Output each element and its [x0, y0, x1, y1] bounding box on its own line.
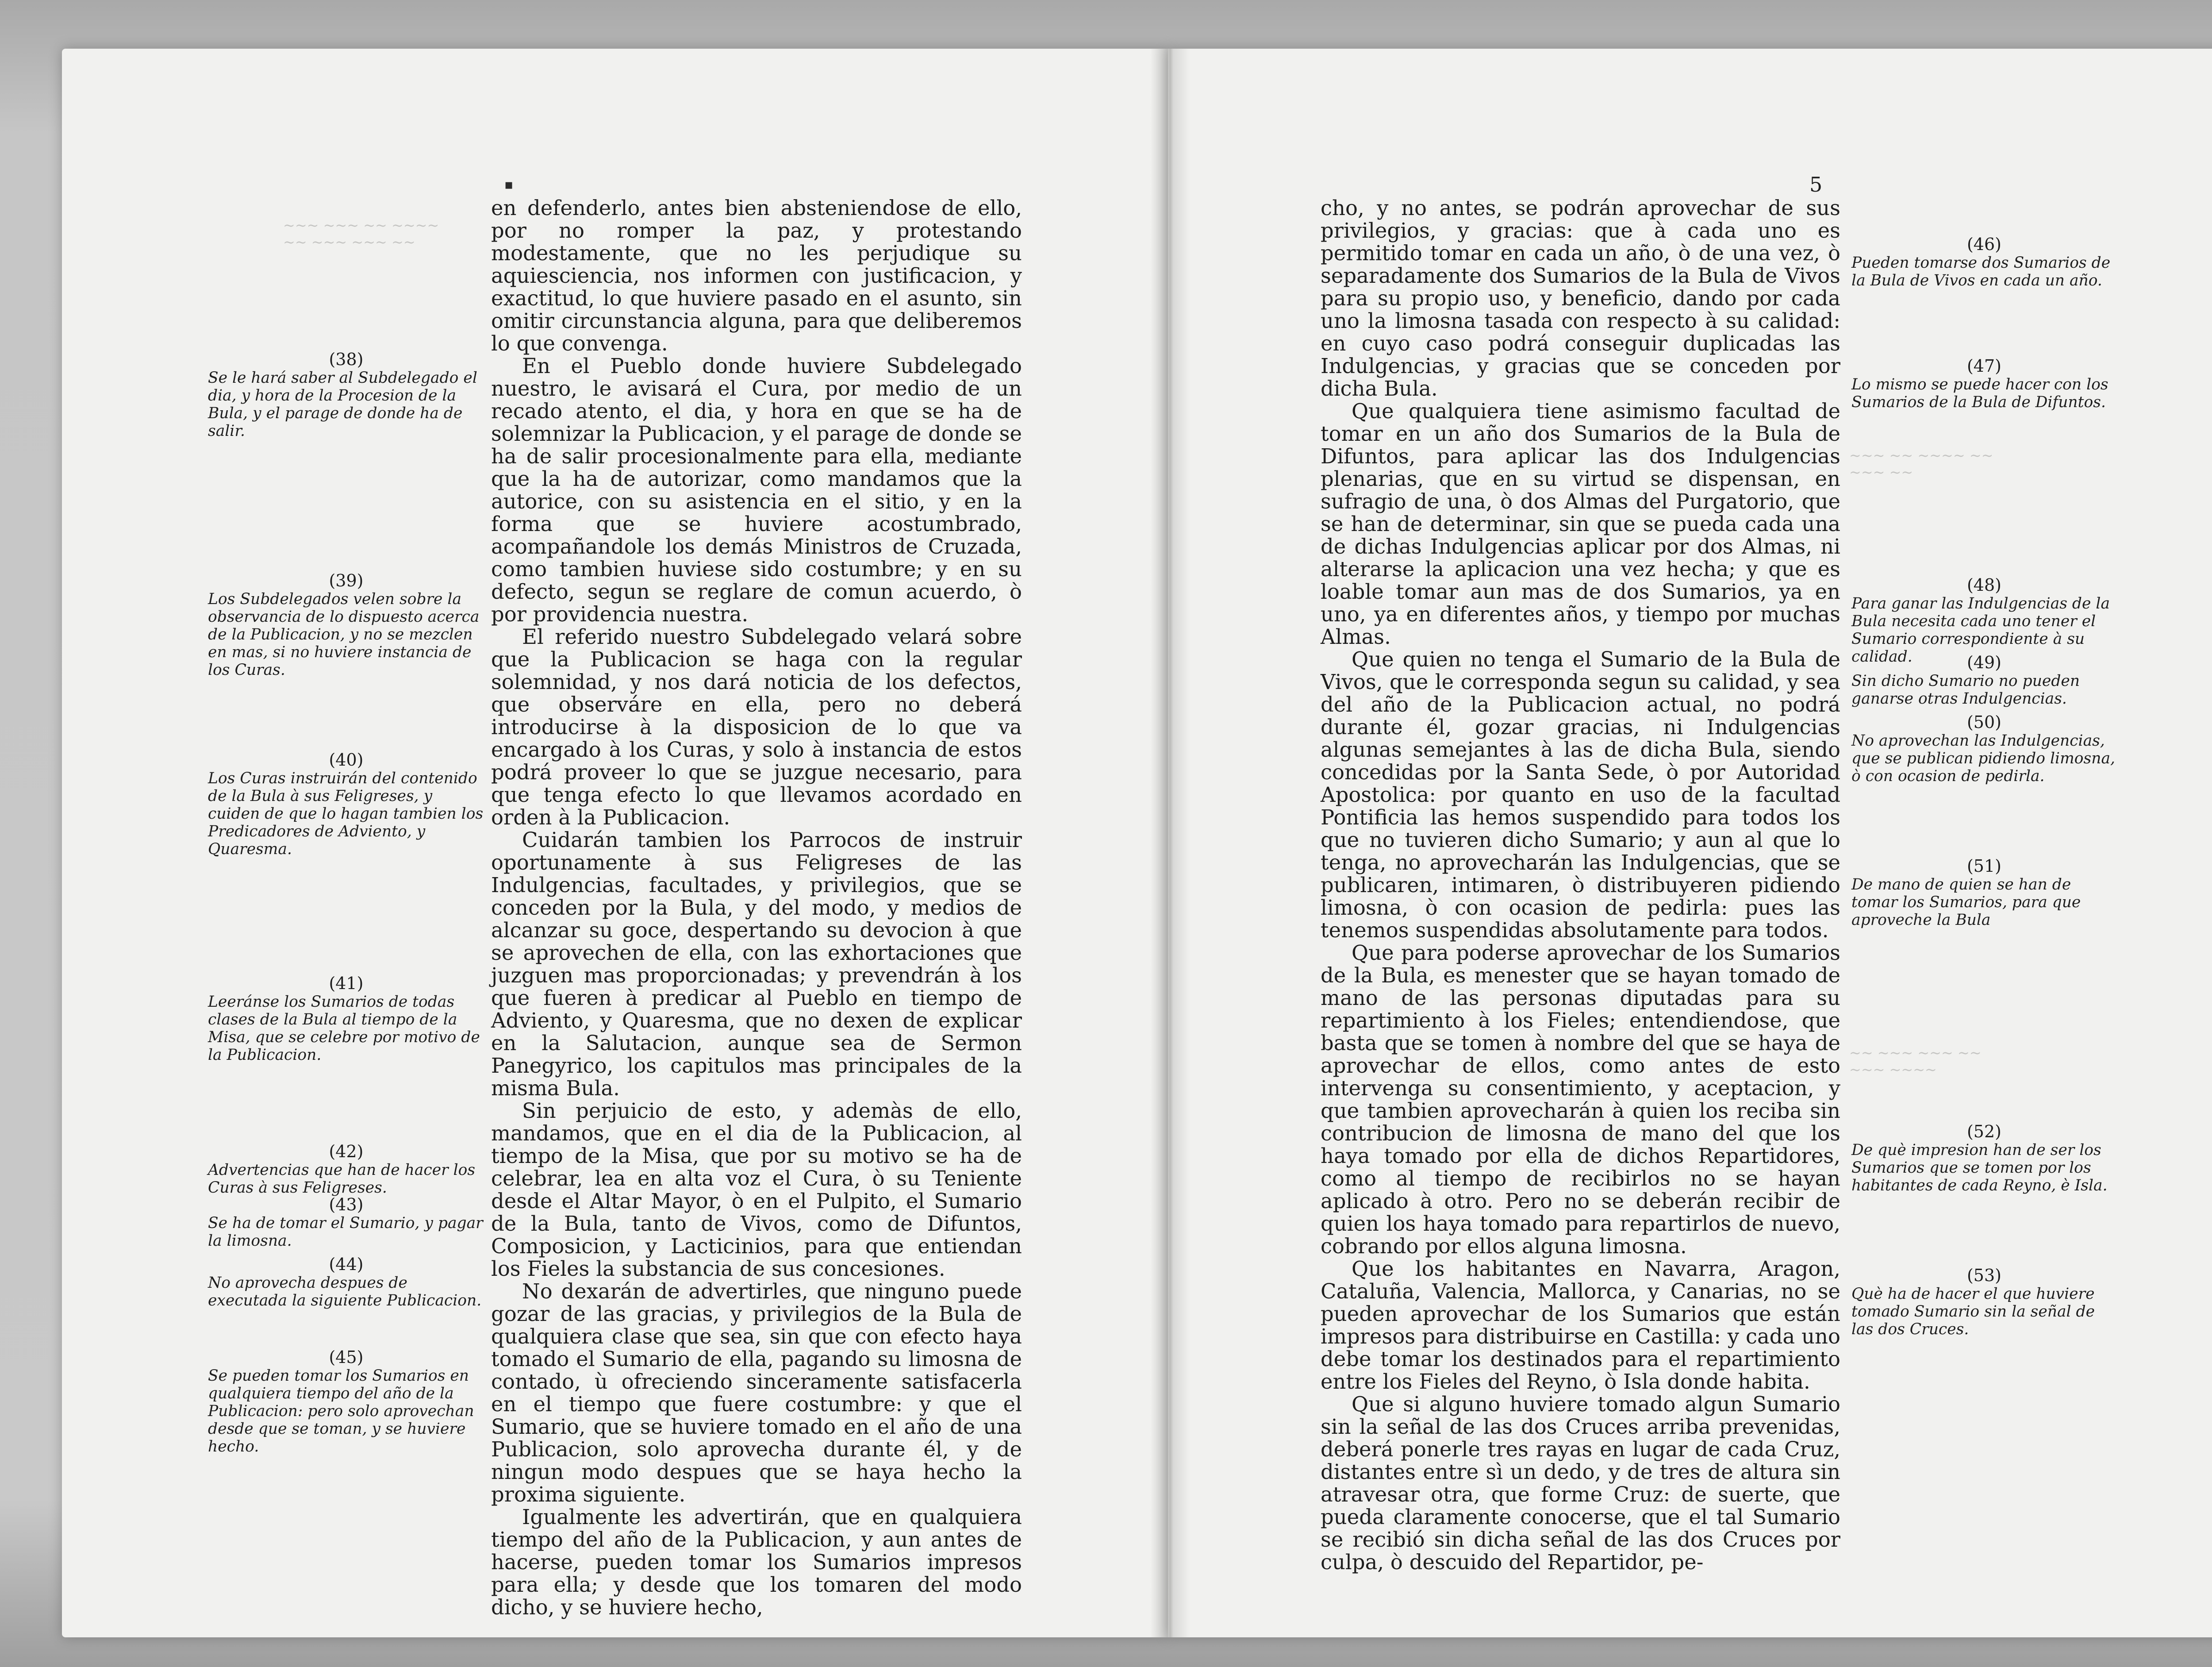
note-number: (52): [1966, 1122, 2001, 1141]
paragraph: Igualmente les advertirán, que en qualquiera tiempo del año de la Publicacion, y aun antes de hacerse, pueden tomar los Sumarios impresos para ella; y desde que los tomaren del modo dicho, y se huviere hecho,: [491, 1505, 1022, 1619]
note-number: (39): [329, 571, 364, 590]
note-text: Sin dicho Sumario no pueden ganarse otras Indulgencias.: [1851, 672, 2080, 708]
note-text: Los Subdelegados velen sobre la observancia de lo dispuesto acerca de la Publicacion, y no se mezclen en mas, si no huviere instancia de los Curas.: [208, 590, 480, 679]
note-text: Què ha de hacer el que huviere tomado Sumario sin la señal de las dos Cruces.: [1851, 1285, 2095, 1338]
paragraph: Cuidarán tambien los Parrocos de instruir oportunamente à sus Feligreses de las Indulgencias, facultades, y privilegios, que se conceden por la Bula, y del modo, y medios de alcanzar su goce, despertando su devocion à que se aprovechen de ella, con las exhortaciones que juzguen mas proporcionadas; y prevendrán à los que fueren à predicar al Pueblo en tiempo de Adviento, y Quaresma, que no dexen de explicar en la Salutacion, aunque sea de Sermon Panegyrico, los capitulos mas principales de la misma Bula.: [491, 828, 1022, 1100]
note-text: Los Curas instruirán del contenido de la Bula à sus Feligreses, y cuiden de que lo hagan tambien los Predicadores de Adviento, y Quaresma.: [208, 770, 484, 858]
bleed-through-text: ~~~ ~~ ~~~~ ~~ ~~~ ~~: [1849, 447, 1993, 481]
side-note: [208, 1347, 484, 1455]
printer-mark: ▪: [504, 177, 514, 192]
note-number: (46): [1966, 235, 2001, 254]
note-number: (43): [329, 1195, 364, 1214]
side-note: [1851, 1266, 2117, 1338]
left-main-column: [491, 197, 1022, 1619]
paragraph: En el Pueblo donde huviere Subdelegado nuestro, le avisará el Cura, por medio de un recado atento, el dia, y hora en que se ha de solemnizar la Publicacion, y el parage de donde se ha de salir procesionalmente para ella, mediante que la ha de autorizar, como mandamos que la autorice, con su asistencia en el sitio, y en la forma que se huviere acostumbrado, acompañandole los demás Ministros de Cruzada, como tambien huviese sido costumbre; y en su defecto, segun se reglare de comun acuerdo, ò por providencia nuestra.: [491, 354, 1022, 626]
paragraph: No dexarán de advertirles, que ninguno puede gozar de las gracias, y privilegios de la Bula de qualquiera clase que sea, sin que con efecto haya tomado el Sumario de ella, pagando su limosna de contado, ù ofreciendo sinceramente satisfacerla en el tiempo que fuere costumbre: y que el Sumario, que se huviere tomado en el año de una Publicacion, solo aprovecha durante él, y de ningun modo despues que se haya hecho la proxima siguiente.: [491, 1279, 1022, 1506]
note-number: (50): [1966, 712, 2001, 732]
side-note: [1851, 856, 2117, 929]
side-note: [208, 350, 484, 440]
note-text: Pueden tomarse dos Sumarios de la Bula de Vivos en cada un año.: [1851, 254, 2111, 289]
side-note: [1851, 653, 2117, 708]
note-number: (45): [329, 1347, 364, 1367]
note-text: Se le hará saber al Subdelegado el dia, y hora de la Procesion de la Bula, y el parage de donde ha de salir.: [208, 369, 477, 440]
note-text: Lo mismo se puede hacer con los Sumarios de la Bula de Difuntos.: [1851, 376, 2108, 411]
side-note: [1851, 356, 2117, 411]
book-gutter: [1150, 49, 1190, 1637]
note-number: (53): [1966, 1266, 2001, 1285]
note-number: (40): [329, 750, 364, 770]
paragraph: El referido nuestro Subdelegado velará sobre que la Publicacion se haga con la regular solemnidad, y nos dará noticia de los defectos, que observáre en ella, pero no deberá introducirse à la disposicion de lo que va encargado à los Curas, y solo à instancia de estos podrá proveer lo que se juzgue necesario, para que tenga efecto lo que llevamos acordado en orden à la Publicacion.: [491, 625, 1022, 829]
side-note: [208, 1255, 484, 1309]
paragraph: Que qualquiera tiene asimismo facultad de tomar en un año dos Sumarios de la Bula de Difuntos, para aplicar las dos Indulgencias plenarias, que en su virtud se dispensan, en sufragio de una, ò dos Almas del Purgatorio, que se han de determinar, sin que se pueda cada una de dichas Indulgencias aplicar por dos Almas, ni alterarse la aplicacion una vez hecha; y que es loable tomar aun mas de dos Sumarios, ya en uno, ya en diferentes años, y tiempo por muchas Almas.: [1321, 399, 1840, 649]
note-number: (47): [1966, 356, 2001, 376]
note-text: Para ganar las Indulgencias de la Bula necesita cada uno tener el Sumario correspondiente à su calidad.: [1851, 595, 2110, 666]
side-note: [208, 1142, 484, 1197]
bleed-through-text: ~~ ~~~ ~~~ ~~ ~~~ ~~~~: [1849, 1044, 1982, 1078]
side-note: [208, 571, 484, 679]
note-text: Se pueden tomar los Sumarios en qualquiera tiempo del año de la Publicacion: pero solo aprovechan desde que se toman, y se huviere hecho.: [208, 1367, 474, 1455]
note-number: (41): [329, 974, 364, 993]
paragraph: Sin perjuicio de esto, y ademàs de ello, mandamos, que en el dia de la Publicacion, al tiempo de la Misa, que por su motivo se ha de celebrar, lea en alta voz el Cura, ò su Teniente desde el Altar Mayor, ò en el Pulpito, el Sumario de la Bula, tanto de Vivos, como de Difuntos, Composicion, y Lacticinios, para que entiendan los Fieles la substancia de sus concesiones.: [491, 1099, 1022, 1281]
side-note: [1851, 235, 2117, 289]
side-note: [208, 974, 484, 1064]
note-text: No aprovecha despues de executada la siguiente Publicacion.: [208, 1274, 482, 1309]
note-number: (51): [1966, 856, 2001, 876]
note-number: (44): [329, 1255, 364, 1274]
bleed-through-text: ~~~ ~~~ ~~ ~~~~ ~~ ~~~ ~~~ ~~: [283, 217, 439, 250]
note-number: (49): [1966, 653, 2001, 672]
paragraph: Que para poderse aprovechar de los Sumarios de la Bula, es menester que se hayan tomado de mano de las personas diputadas para su repartimiento à los Fieles; entendiendose, que basta que se tomen à nombre del que se haya de aprovechar de ellos, como antes de esto intervenga su consentimiento, y aceptacion, y que tambien aprovecharán à quien los reciba sin contribucion de limosna de mano del que los haya tomado por ella de dichos Repartidores, como al tiempo de recibirlos no se hayan aplicado à otro. Pero no se deberán recibir de quien los haya tomado para repartirlos de nuevo, cobrando por ellos alguna limosna.: [1321, 941, 1840, 1258]
side-note: [1851, 1122, 2117, 1194]
note-text: De què impresion han de ser los Sumarios que se tomen por los habitantes de cada Reyno, è Isla.: [1851, 1141, 2108, 1194]
paragraph: en defenderlo, antes bien absteniendose de ello, por no romper la paz, y protestando modestamente, que no les perjudique su aquiesciencia, nos informen con justificacion, y exactitud, lo que huviere pasado en el asunto, sin omitir circunstancia alguna, para que deliberemos lo que convenga.: [491, 196, 1022, 355]
right-main-column: [1321, 197, 1840, 1574]
note-number: (42): [329, 1142, 364, 1161]
paragraph: cho, y no antes, se podrán aprovechar de sus privilegios, y gracias: que à cada uno es permitido tomar en cada un año, ò de una vez, ò separadamente dos Sumarios de la Bula de Vivos para su propio uso, y beneficio, dando por cada uno la limosna tasada con respecto à su calidad: en cuyo caso podrá conseguir duplicadas las Indulgencias, y gracias que se conceden por dicha Bula.: [1321, 196, 1840, 400]
note-text: Leeránse los Sumarios de todas clases de la Bula al tiempo de la Misa, que se celebre por motivo de la Publicacion.: [208, 993, 480, 1064]
paragraph: Que si alguno huviere tomado algun Sumario sin la señal de las dos Cruces arriba prevenidas, deberá ponerle tres rayas en lugar de cada Cruz, distantes entre sì un dedo, y de tres de altura sin atravesar otra, que forme Cruz: de suerte, que pueda claramente conocerse, que el tal Sumario se recibió sin dicha señal de las dos Cruces por culpa, ò descuido del Repartidor, pe-: [1321, 1392, 1840, 1574]
side-note: [208, 750, 484, 858]
note-number: (38): [329, 350, 364, 369]
note-text: No aprovechan las Indulgencias, que se publican pidiendo limosna, ò con ocasion de pedirla.: [1851, 732, 2116, 785]
paragraph: Que quien no tenga el Sumario de la Bula de Vivos, que le corresponda segun su calidad, y sea del año de la Publicacion actual, no podrá durante él, gozar gracias, ni Indulgencias algunas semejantes à las de dicha Bula, siendo concedidas por la Santa Sede, ò por Autoridad Apostolica: por quanto en uso de la facultad Pontificia las hemos suspendido para todos los que no tuvieren dicho Sumario; y aun al que lo tenga, no aprovecharán las Indulgencias, que se publicaren, intimaren, ò distribuyeren pidiendo limosna, ò con ocasion de pedirla: pues las tenemos suspendidas absolutamente para todos.: [1321, 647, 1840, 942]
note-text: De mano de quien se han de tomar los Sumarios, para que aproveche la Bula: [1851, 876, 2081, 929]
note-text: Se ha de tomar el Sumario, y pagar la limosna.: [208, 1214, 483, 1250]
page-number: 5: [1809, 173, 1823, 196]
paragraph: Que los habitantes en Navarra, Aragon, Cataluña, Valencia, Mallorca, y Canarias, no se pueden aprovechar de los Sumarios que están impresos para distribuirse en Castilla: y cada uno debe tomar los destinados para el repartimiento entre los Fieles del Reyno, ò Isla donde habita.: [1321, 1257, 1840, 1394]
side-note: [208, 1195, 484, 1250]
note-text: Advertencias que han de hacer los Curas à sus Feligreses.: [208, 1161, 476, 1197]
side-note: [1851, 575, 2117, 666]
side-note: [1851, 712, 2117, 785]
note-number: (48): [1966, 575, 2001, 595]
